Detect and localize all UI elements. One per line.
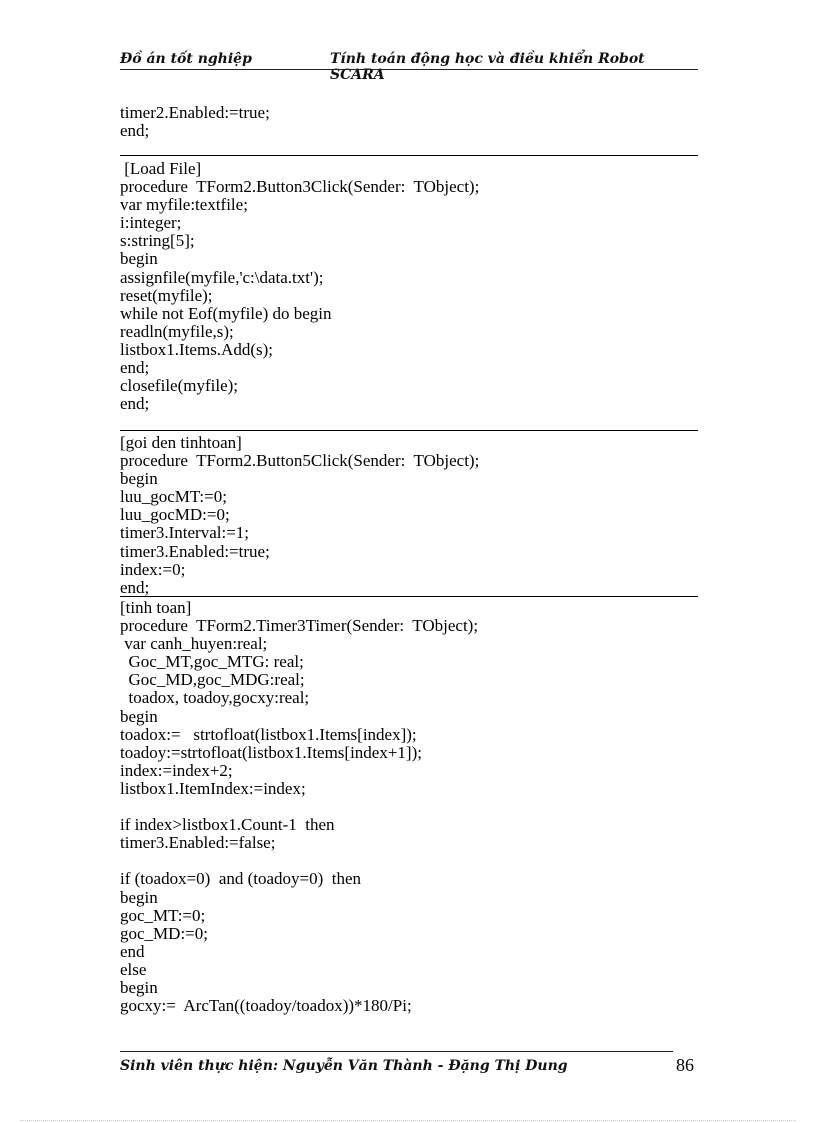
code-line: gocxy:= ArcTan((toadoy/toadox))*180/Pi;	[120, 996, 412, 1016]
code-line	[120, 798, 698, 816]
code-line: toadox, toadoy,gocxy:real;	[120, 688, 310, 708]
code-line: timer2.Enabled:=true;	[120, 103, 270, 122]
code-line: Goc_MD,goc_MDG:real;	[120, 670, 305, 690]
code-block-timer2-end	[120, 104, 698, 140]
code-line: luu_gocMT:=0;	[120, 487, 227, 507]
page-number: 86	[676, 1055, 694, 1075]
code-line: assignfile(myfile,'c:\data.txt');	[120, 267, 324, 287]
code-line: if (toadox=0) and (toadoy=0) then	[120, 869, 362, 889]
code-line: index:=0;	[120, 559, 186, 579]
page-header	[120, 51, 698, 83]
code-line: closefile(myfile);	[120, 376, 239, 396]
code-block-goi-den-tinhtoan	[120, 434, 698, 597]
code-line: goc_MD:=0;	[120, 923, 208, 943]
code-line: goc_MT:=0;	[120, 905, 206, 925]
page-bottom-edge	[20, 1120, 796, 1121]
code-line: else	[120, 959, 147, 979]
section-rule	[120, 596, 698, 597]
header-right-title: Tính toán động học và điều khiển Robot SCARA	[330, 51, 645, 83]
section-rule	[120, 155, 698, 156]
code-line: [Load File]	[120, 159, 202, 178]
code-line: if index>listbox1.Count-1 then	[120, 815, 335, 835]
footer-rule	[120, 1051, 673, 1052]
code-line: listbox1.Items.Add(s);	[120, 339, 273, 359]
code-block-tinh-toan	[120, 599, 698, 1015]
code-line: i:integer;	[120, 213, 182, 233]
code-line: end;	[120, 394, 150, 414]
code-line: readln(myfile,s);	[120, 321, 234, 341]
code-line: begin	[120, 469, 158, 489]
code-line: [goi den tinhtoan]	[120, 433, 242, 452]
code-line: begin	[120, 249, 158, 269]
code-line: var canh_huyen:real;	[120, 634, 268, 654]
code-line: end	[120, 941, 145, 961]
code-line: Goc_MT,goc_MTG: real;	[120, 652, 304, 672]
code-line: luu_gocMD:=0;	[120, 505, 230, 525]
code-line: timer3.Enabled:=true;	[120, 541, 270, 561]
code-line: var myfile:textfile;	[120, 195, 248, 215]
code-line: toadox:= strtofloat(listbox1.Items[index]);	[120, 724, 417, 744]
code-line	[120, 852, 698, 870]
code-line: [tinh toan]	[120, 598, 192, 617]
code-line: timer3.Enabled:=false;	[120, 833, 276, 853]
code-block-load-file	[120, 160, 698, 413]
code-line: index:=index+2;	[120, 760, 233, 780]
code-line: end;	[120, 577, 150, 597]
code-line: procedure TForm2.Button3Click(Sender: TObject);	[120, 177, 480, 197]
code-line: end;	[120, 121, 150, 141]
code-line: timer3.Interval:=1;	[120, 523, 250, 543]
code-line: end;	[120, 358, 150, 378]
code-line: procedure TForm2.Timer3Timer(Sender: TObject);	[120, 616, 479, 636]
code-line: reset(myfile);	[120, 285, 213, 305]
code-line: begin	[120, 977, 158, 997]
section-rule	[120, 430, 698, 431]
code-line: while not Eof(myfile) do begin	[120, 303, 332, 323]
code-line: begin	[120, 887, 158, 907]
code-line: listbox1.ItemIndex:=index;	[120, 778, 306, 798]
code-line: toadoy:=strtofloat(listbox1.Items[index+1]);	[120, 742, 422, 762]
header-rule	[120, 69, 698, 70]
code-line: begin	[120, 706, 158, 726]
footer-author-line: Sinh viên thực hiện: Nguyễn Văn Thành - Đặng Thị Dung	[120, 1058, 568, 1074]
header-left-title: Đồ án tốt nghiệp	[120, 51, 252, 67]
code-line: s:string[5];	[120, 231, 195, 251]
code-line: procedure TForm2.Button5Click(Sender: TObject);	[120, 451, 480, 471]
